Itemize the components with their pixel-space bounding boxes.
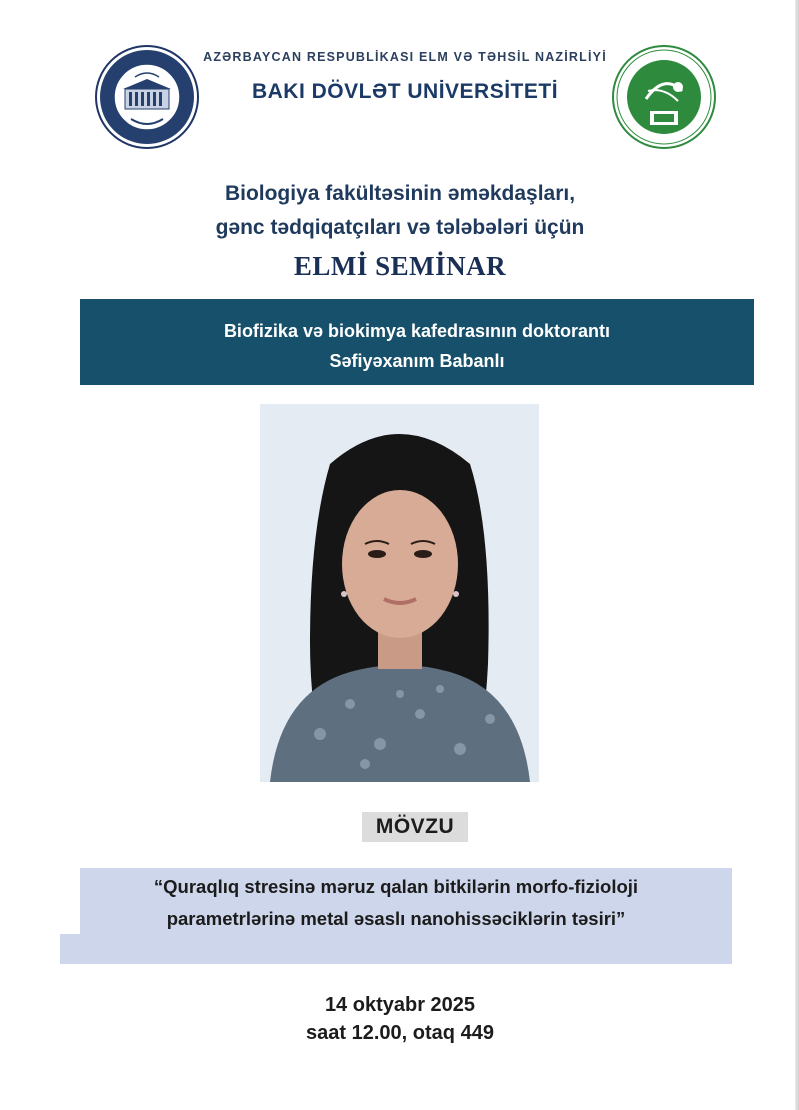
seminar-title: ELMİ SEMİNAR (293, 251, 507, 281)
topic-box (60, 868, 732, 964)
topic-label: MÖVZU (362, 812, 468, 842)
event-time-room: saat 12.00, otaq 449 (306, 1022, 494, 1044)
intro-line-1: Biologiya fakültəsinin əməkdaşları, (224, 182, 576, 205)
intro-line-2: gənc tədqiqatçıları və tələbələri üçün (215, 216, 585, 239)
ministry-name: AZƏRBAYCAN RESPUBLİKASI ELM VƏ TƏHSİL NAZİRLİYİ (203, 50, 607, 64)
speaker-name: Səfiyəxanım Babanlı (329, 351, 505, 371)
topic-highlight-lower (60, 934, 732, 964)
speaker-photo (260, 404, 539, 782)
event-date: 14 oktyabr 2025 (324, 994, 476, 1016)
biology-faculty-seal-icon (612, 45, 716, 149)
university-name: BAKI DÖVLƏT UNİVERSİTETİ (251, 80, 559, 103)
page-edge (795, 0, 799, 1110)
topic-line-1: “Quraqlıq stresinə məruz qalan bitkilərin morfo-fizioloji (153, 876, 639, 897)
speaker-banner (80, 299, 754, 385)
topic-line-2: parametrlərinə metal əsaslı nanohissəciklərin təsiri” (166, 908, 626, 929)
speaker-position: Biofizika və biokimya kafedrasının doktorantı (223, 321, 611, 341)
university-seal-icon (95, 45, 199, 149)
